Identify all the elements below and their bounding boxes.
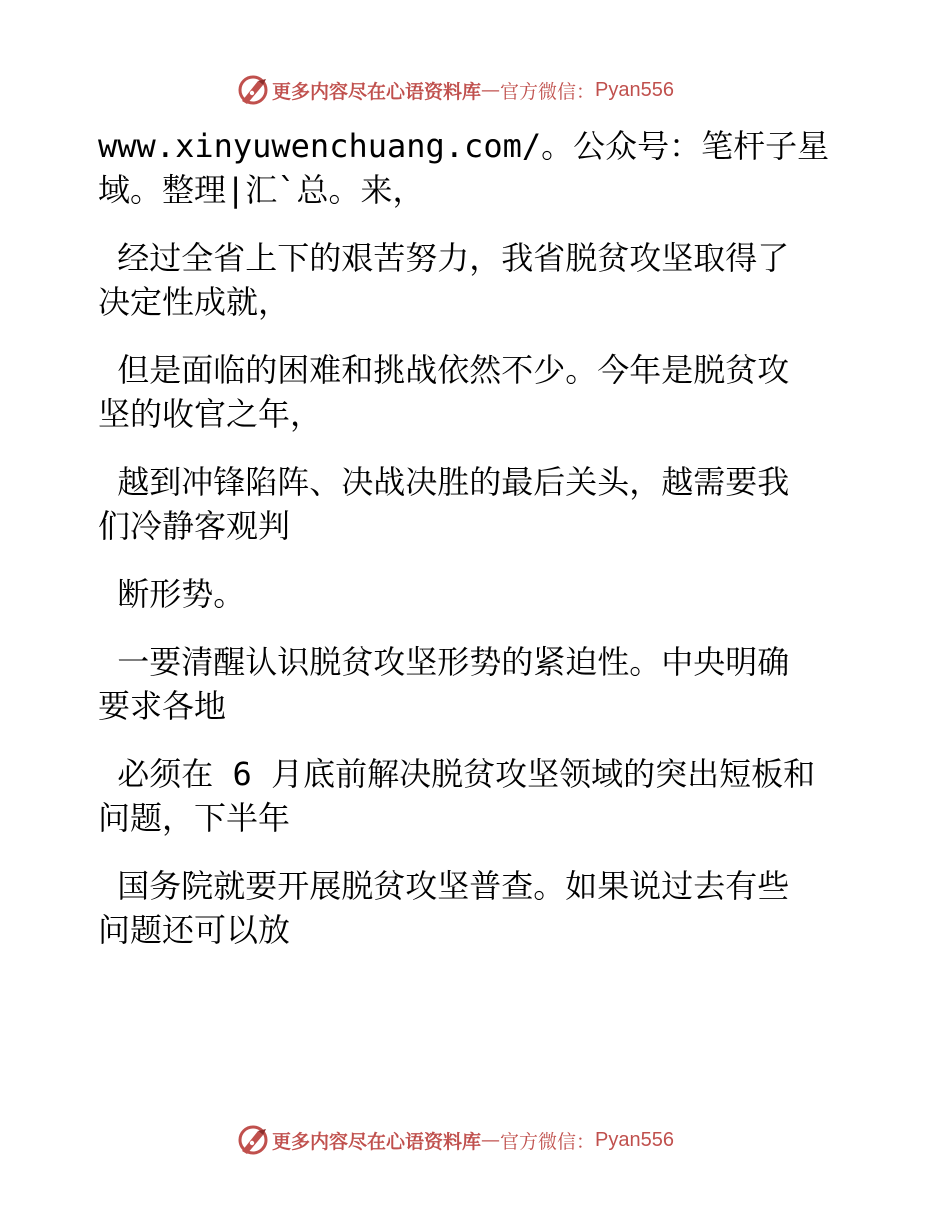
paragraph — [98, 640, 858, 728]
paragraph — [98, 124, 858, 212]
banner-wechat-label: 官方微信： — [500, 80, 596, 103]
text-line: 坚的收官之年， — [98, 395, 323, 433]
paragraph — [98, 572, 858, 616]
text-line: 但是面临的困难和挑战依然不少。今年是脱贫攻 — [98, 351, 790, 389]
text-line: 经过全省上下的艰苦努力，我省脱贫攻坚取得了 — [98, 239, 790, 277]
text-line: www.xinyuwenchuang.com/。公众号：笔杆子星 — [98, 127, 830, 165]
text-line: 一要清醒认识脱贫攻坚形势的紧迫性。中央明确 — [98, 643, 790, 681]
text-line: 域。整理|汇`总。来， — [98, 171, 425, 209]
text-line: 问题还可以放 — [98, 911, 291, 949]
pen-logo-icon — [236, 73, 270, 107]
banner-wechat-id: Pyan556 — [595, 1128, 674, 1151]
text-line: 要求各地 — [98, 687, 227, 725]
paragraph — [98, 460, 858, 548]
document-body — [98, 124, 858, 976]
pen-logo-icon — [236, 1123, 270, 1157]
banner-separator: — — [481, 1129, 501, 1151]
banner-wechat-id: Pyan556 — [595, 78, 674, 101]
footer-banner — [236, 1122, 674, 1158]
banner-separator: — — [481, 79, 501, 101]
header-banner — [236, 72, 674, 108]
paragraph — [98, 236, 858, 324]
text-line: 断形势。 — [98, 575, 246, 613]
banner-wechat-label: 官方微信： — [500, 1130, 596, 1153]
text-line: 们冷静客观判 — [98, 507, 291, 545]
text-line: 国务院就要开展脱贫攻坚普查。如果说过去有些 — [98, 867, 790, 905]
paragraph — [98, 864, 858, 952]
text-line: 越到冲锋陷阵、决战决胜的最后关头，越需要我 — [98, 463, 790, 501]
paragraph — [98, 348, 858, 436]
banner-main-text: 更多内容尽在心语资料库 — [272, 1130, 482, 1153]
text-line: 问题，下半年 — [98, 799, 291, 837]
text-line: 决定性成就， — [98, 283, 291, 321]
text-line: 必须在 6 月底前解决脱贫攻坚领域的突出短板和 — [98, 755, 816, 793]
paragraph — [98, 752, 858, 840]
banner-main-text: 更多内容尽在心语资料库 — [272, 80, 482, 103]
